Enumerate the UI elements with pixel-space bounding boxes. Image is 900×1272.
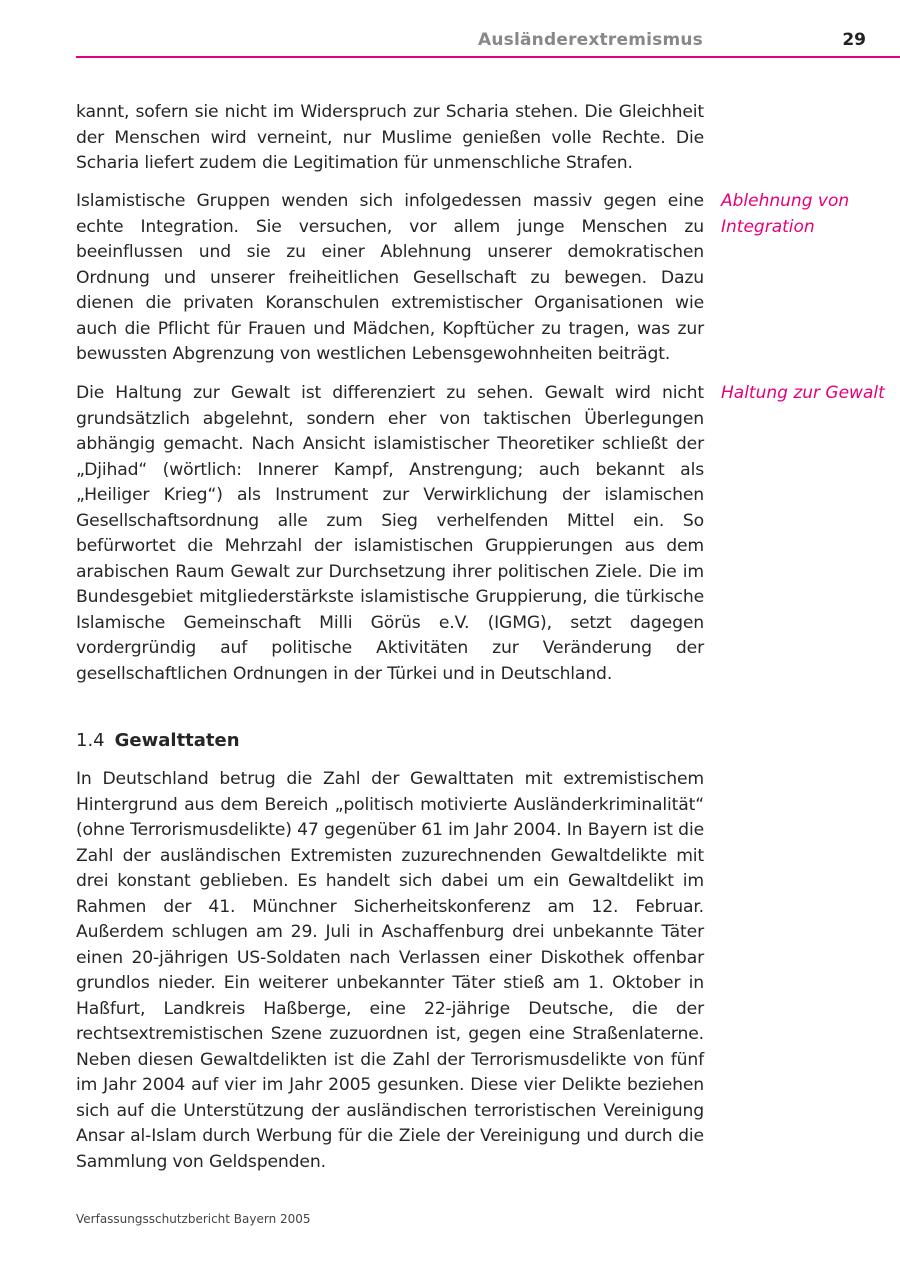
margin-note-integration: Ablehnung von Integration bbox=[721, 191, 850, 237]
header-rule bbox=[76, 56, 900, 58]
page-footer: Verfassungsschutzbericht Bayern 2005 bbox=[76, 1212, 311, 1226]
paragraph-gewalttaten: In Deutschland betrug die Zahl der Gewalttaten mit extremistischem Hintergrund aus dem Bereich „politisch motivierte Ausländerkriminalität“ (ohne Terrorismusdelikte) 47 gegenüber 61 im Jahr 2004. In Bayern ist die Zahl der ausländischen Extremisten zuzurechnenden Gewaltdelikte mit drei konstant geblieben. Es handelt sich dabei um ein Gewaltdelikt im Rahmen der 41. Münchner Sicherheitskonferenz am 12. Februar. Außerdem schlugen am 29. Juli in Aschaffenburg drei unbekannte Täter einen 20-jährigen US-Soldaten nach Verlassen einer Diskothek offenbar grundlos nieder. Ein weiterer unbekannter Täter stieß am 1. Oktober in Haßfurt, Landkreis Haßberge, eine 22-jährige Deutsche, die der rechtsextremistischen Szene zuzuordnen ist, gegen eine Straßenlaterne. Neben diesen Gewaltdelikten ist die Zahl der Terrorismusdelikte von fünf im Jahr 2004 auf vier im Jahr 2005 gesunken. Diese vier Delikte beziehen sich auf die Unterstützung der ausländischen terroristischen Vereinigung Ansar al-Islam durch Werbung für die Ziele der Vereinigung und durch die Sammlung von Geldspenden. bbox=[76, 769, 704, 1172]
page-number: 29 bbox=[842, 30, 866, 50]
paragraph-integration: Islamistische Gruppen wenden sich infolgedessen massiv gegen eine echte Integration. Sie versuchen, vor allem junge Menschen zu beeinflussen und sie zu einer Ablehnung unserer demokratischen Ordnung und unserer freiheitlichen Gesellschaft zu bewegen. Dazu dienen die privaten Koranschulen extremistischer Organisationen wie auch die Pflicht für Frauen und Mädchen, Kopftücher zu tragen, was zur bewussten Abgrenzung von westlichen Lebensgewohnheiten beiträgt. bbox=[76, 191, 704, 364]
margin-note-gewalt: Haltung zur Gewalt bbox=[721, 383, 885, 403]
paragraph-gewalt: Die Haltung zur Gewalt ist differenziert zu sehen. Gewalt wird nicht grundsätzlich abgelehnt, sondern eher von taktischen Überlegungen abhängig gemacht. Nach Ansicht islamistischer Theoretiker schließt der „Djihad“ (wörtlich: Innerer Kampf, Anstrengung; auch bekannt als „Heiliger Krieg“) als Instrument zur Verwirklichung der islamischen Gesellschaftsordnung alle zum Sieg verhelfenden Mittel ein. So befürwortet die Mehrzahl der islamistischen Gruppierungen aus dem arabischen Raum Gewalt zur Durchsetzung ihrer politischen Ziele. Die im Bundesgebiet mitgliederstärkste islamistische Gruppierung, die türkische Islamische Gemeinschaft Milli Görüs e.V. (IGMG), setzt dagegen vordergründig auf politische Aktivitäten zur Veränderung der gesellschaftlichen Ordnungen in der Türkei und in Deutschland. bbox=[76, 383, 704, 684]
section-title: Gewalttaten bbox=[114, 730, 240, 751]
paragraph-scharia: kannt, sofern sie nicht im Widerspruch zur Scharia stehen. Die Gleichheit der Menschen wird verneint, nur Muslime genießen volle Rechte. Die Scharia liefert zudem die Legitimation für unmenschliche Strafen. bbox=[76, 102, 704, 173]
section-heading bbox=[76, 728, 240, 754]
section-number: 1.4 bbox=[76, 730, 105, 751]
running-header-title: Ausländerextremismus bbox=[478, 30, 703, 50]
